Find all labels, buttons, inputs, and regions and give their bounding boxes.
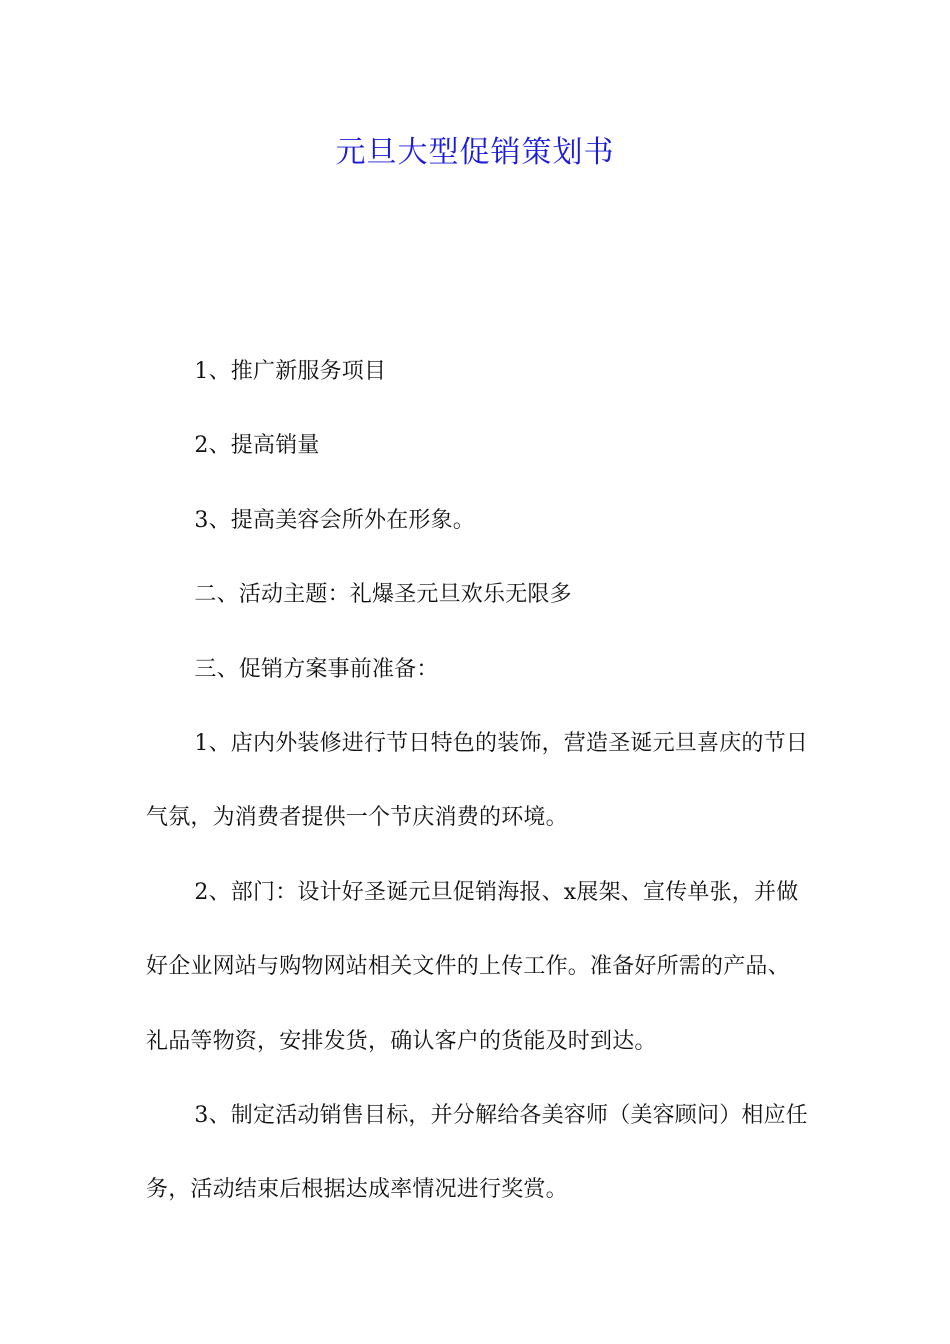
- paragraph-goal-2: 2、提高销量: [194, 433, 320, 459]
- paragraph-preparation-1: 1、店内外装修进行节日特色的装饰，营造圣诞元旦喜庆的节日气氛，为消费者提供一个节庆消费的环境。: [146, 731, 808, 831]
- paragraph-preparation-heading: 三、促销方案事前准备：: [194, 656, 439, 682]
- paragraph-preparation-2: 2、部门：设计好圣诞元旦促销海报、x展架、宣传单张，并做好企业网站与购物网站相关文件的上传工作。准备好所需的产品、礼品等物资，安排发货，确认客户的货能及时到达。: [146, 879, 799, 1054]
- paragraph-preparation-3: 3、制定活动销售目标，并分解给各美容师（美容顾问）相应任务，活动结束后根据达成率情况进行奖赏。: [146, 1103, 808, 1203]
- paragraph-theme: 二、活动主题：礼爆圣元旦欢乐无限多: [194, 582, 572, 608]
- document-body: [146, 335, 811, 1228]
- document-title: 元旦大型促销策划书: [335, 135, 615, 170]
- paragraph-goal-1: 1、推广新服务项目: [194, 359, 387, 384]
- paragraph-goal-3: 3、提高美容会所外在形象。: [194, 507, 475, 533]
